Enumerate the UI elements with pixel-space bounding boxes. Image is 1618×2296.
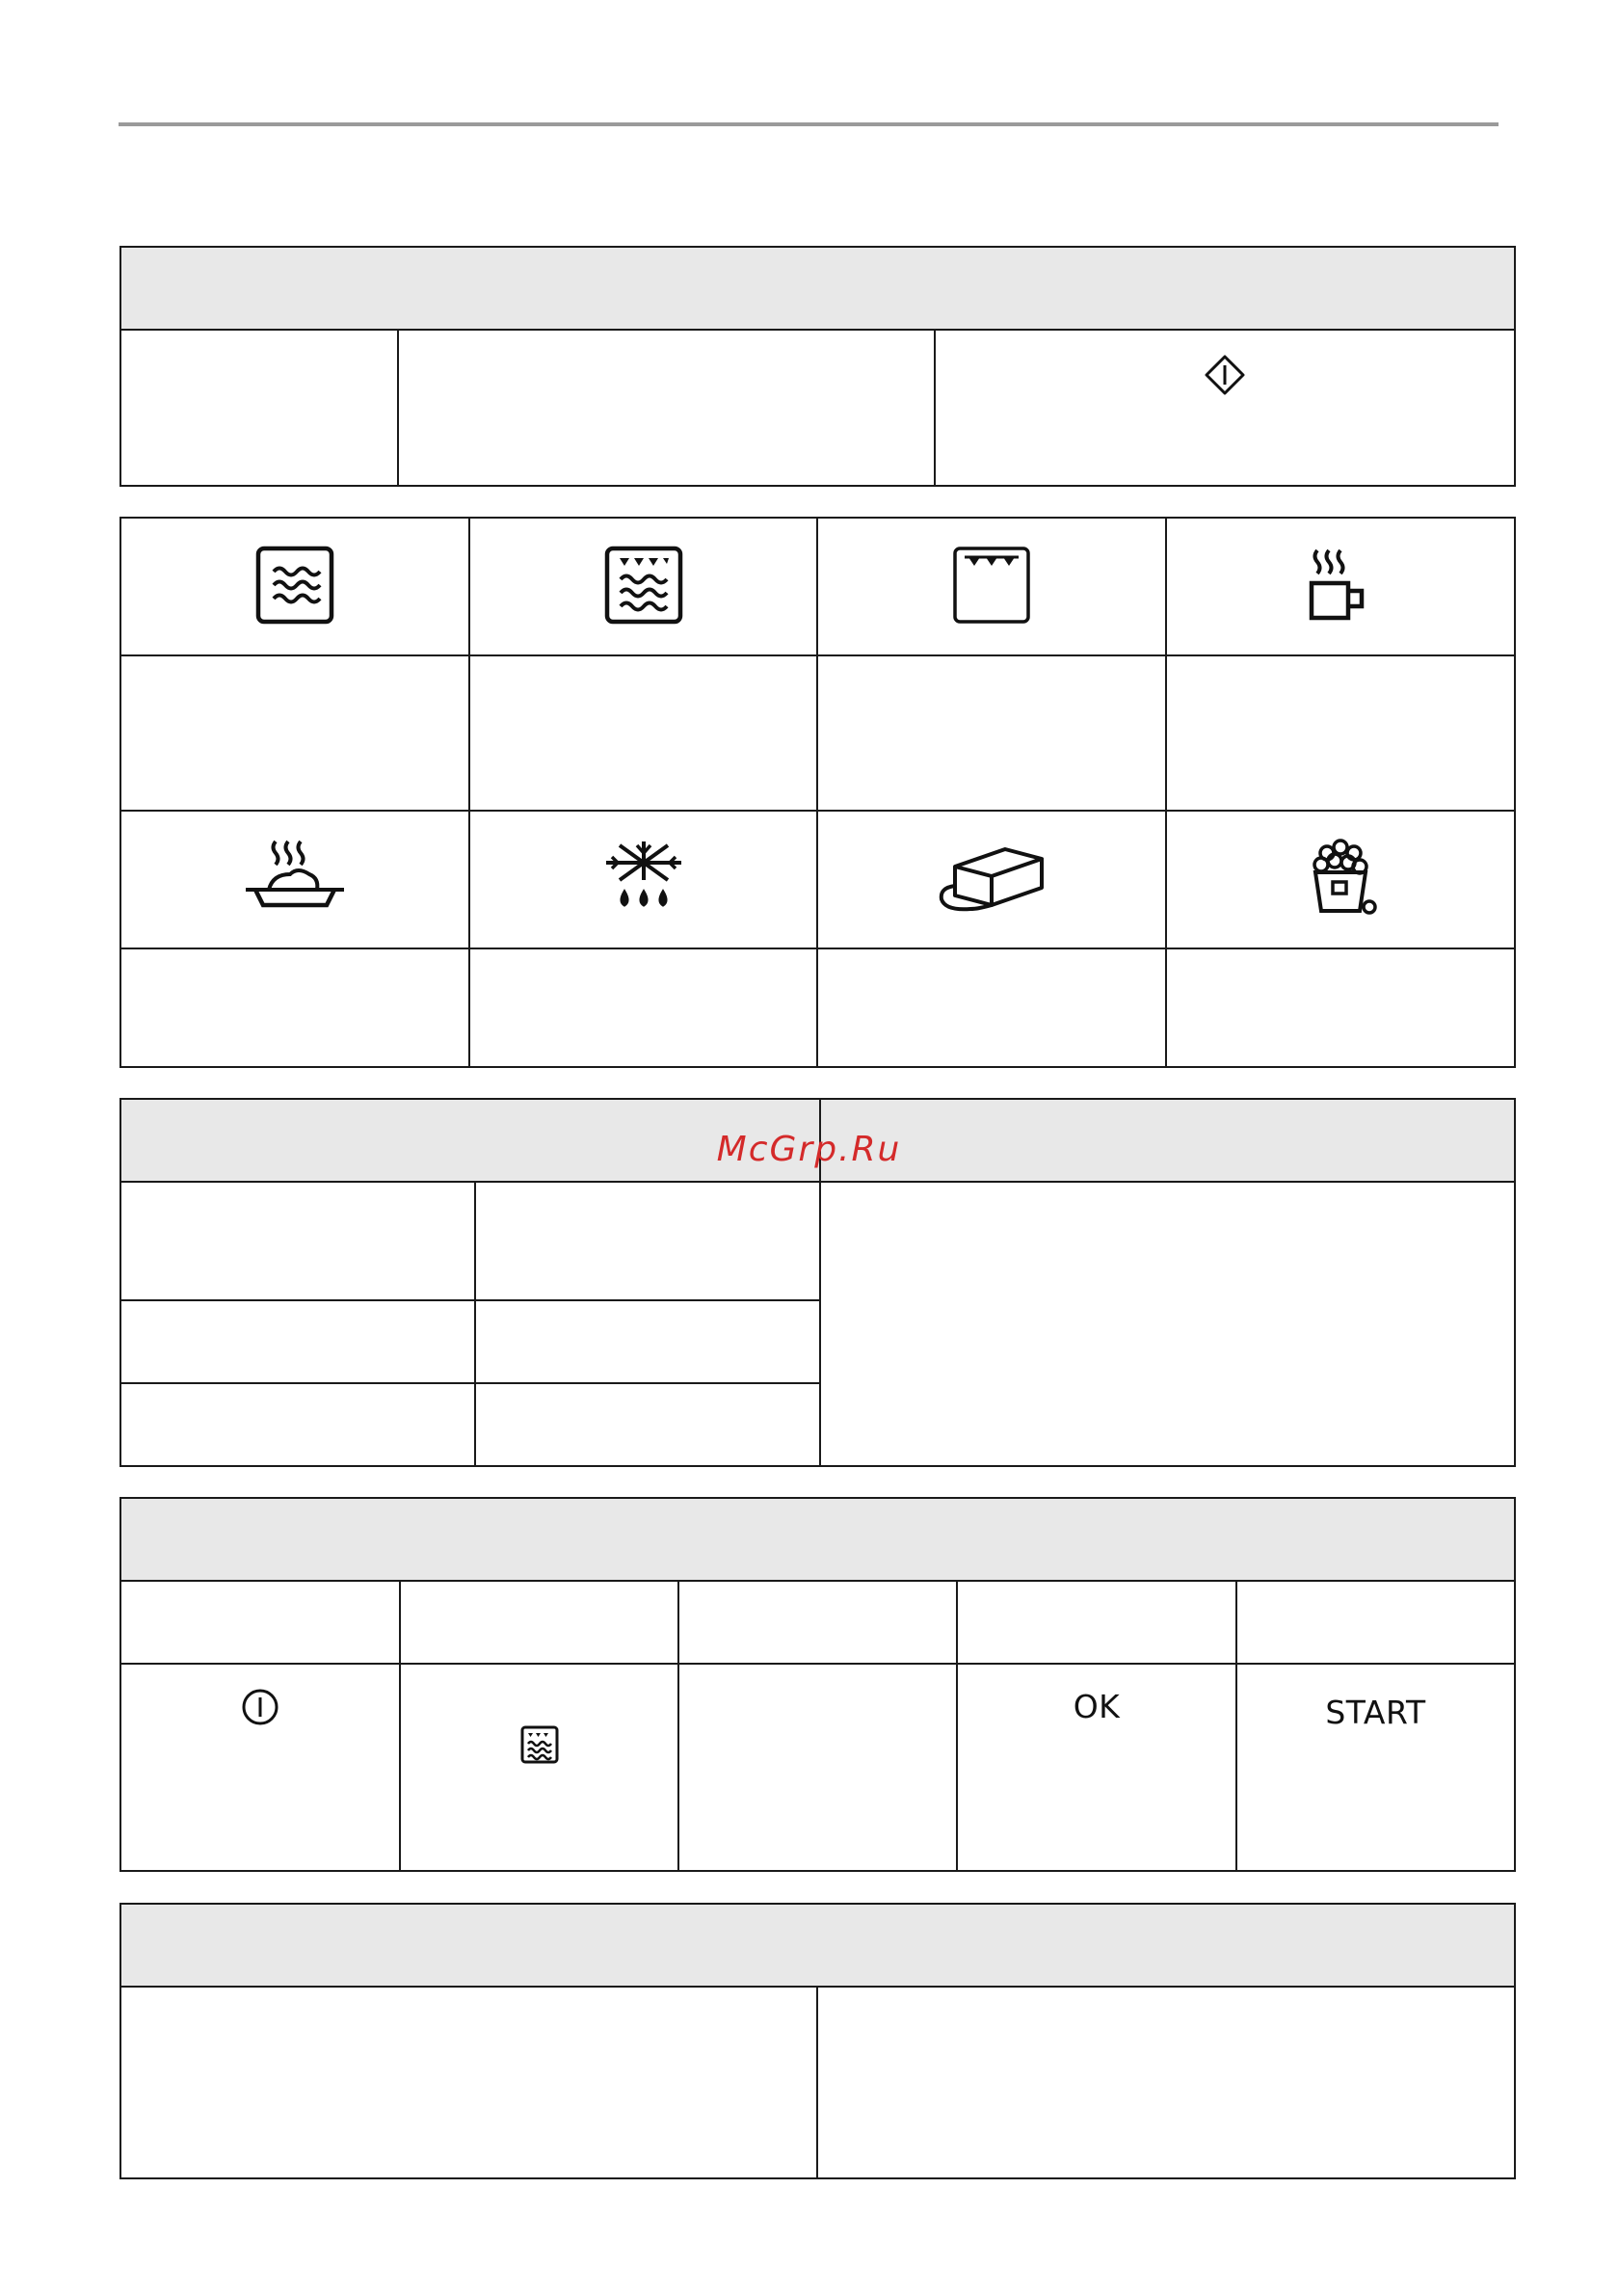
table-5 xyxy=(119,1903,1516,2179)
mode-desc-cell xyxy=(1166,948,1515,1067)
mode-beverage-cell xyxy=(1166,518,1515,655)
top-rule xyxy=(119,122,1499,126)
step-header-cell xyxy=(1236,1581,1515,1664)
power-icon xyxy=(241,1688,279,1726)
step-ok-cell xyxy=(957,1664,1236,1871)
mode-reheat-cell xyxy=(120,811,469,948)
step-power-cell xyxy=(120,1664,400,1871)
mode-desc-cell xyxy=(1166,655,1515,811)
table-3-cell xyxy=(475,1182,820,1300)
table-3-cell xyxy=(120,1182,475,1300)
mode-desc-cell xyxy=(120,948,469,1067)
microwave-icon xyxy=(254,545,335,626)
step-header-cell xyxy=(120,1581,400,1664)
table-5-cell xyxy=(120,1987,817,2178)
table-1-start-cell xyxy=(935,330,1515,486)
table-1 xyxy=(119,246,1516,487)
defrost-icon xyxy=(600,838,687,919)
start-button-label: START xyxy=(1325,1694,1426,1731)
table-4-header xyxy=(120,1498,1515,1581)
step-empty-cell xyxy=(678,1664,957,1871)
ok-button-label: OK xyxy=(1073,1688,1121,1725)
mode-popcorn-cell xyxy=(1166,811,1515,948)
table-5-cell xyxy=(817,1987,1515,2178)
step-mode-cell xyxy=(400,1664,678,1871)
microwave-small-icon xyxy=(519,1724,560,1765)
table-3-cell xyxy=(120,1383,475,1466)
table-2 xyxy=(119,517,1516,1068)
table-3-cell xyxy=(475,1300,820,1383)
reheat-dish-icon xyxy=(242,838,348,919)
table-1-header xyxy=(120,247,1515,330)
mode-microwave-cell xyxy=(120,518,469,655)
step-start-cell xyxy=(1236,1664,1515,1871)
mode-butter-cell xyxy=(817,811,1166,948)
watermark: McGrp.Ru xyxy=(716,1130,902,1169)
table-4 xyxy=(119,1497,1516,1872)
microwave-grill-icon xyxy=(603,545,684,626)
mode-desc-cell xyxy=(817,655,1166,811)
mode-microwave-grill-cell xyxy=(469,518,817,655)
mode-defrost-cell xyxy=(469,811,817,948)
start-diamond-icon xyxy=(1204,354,1246,396)
grill-icon xyxy=(951,545,1032,626)
step-header-cell xyxy=(957,1581,1236,1664)
mode-desc-cell xyxy=(120,655,469,811)
table-5-header xyxy=(120,1904,1515,1987)
mode-grill-cell xyxy=(817,518,1166,655)
step-header-cell xyxy=(678,1581,957,1664)
step-header-cell xyxy=(400,1581,678,1664)
table-3-cell xyxy=(475,1383,820,1466)
table-3-cell xyxy=(120,1300,475,1383)
beverage-icon xyxy=(1300,545,1381,626)
mode-desc-cell xyxy=(817,948,1166,1067)
mode-desc-cell xyxy=(469,655,817,811)
butter-melt-icon xyxy=(936,838,1048,919)
table-1-cell xyxy=(398,330,935,486)
popcorn-icon xyxy=(1300,838,1381,919)
table-1-cell xyxy=(120,330,398,486)
mode-desc-cell xyxy=(469,948,817,1067)
table-3-merged-cell xyxy=(820,1182,1515,1466)
